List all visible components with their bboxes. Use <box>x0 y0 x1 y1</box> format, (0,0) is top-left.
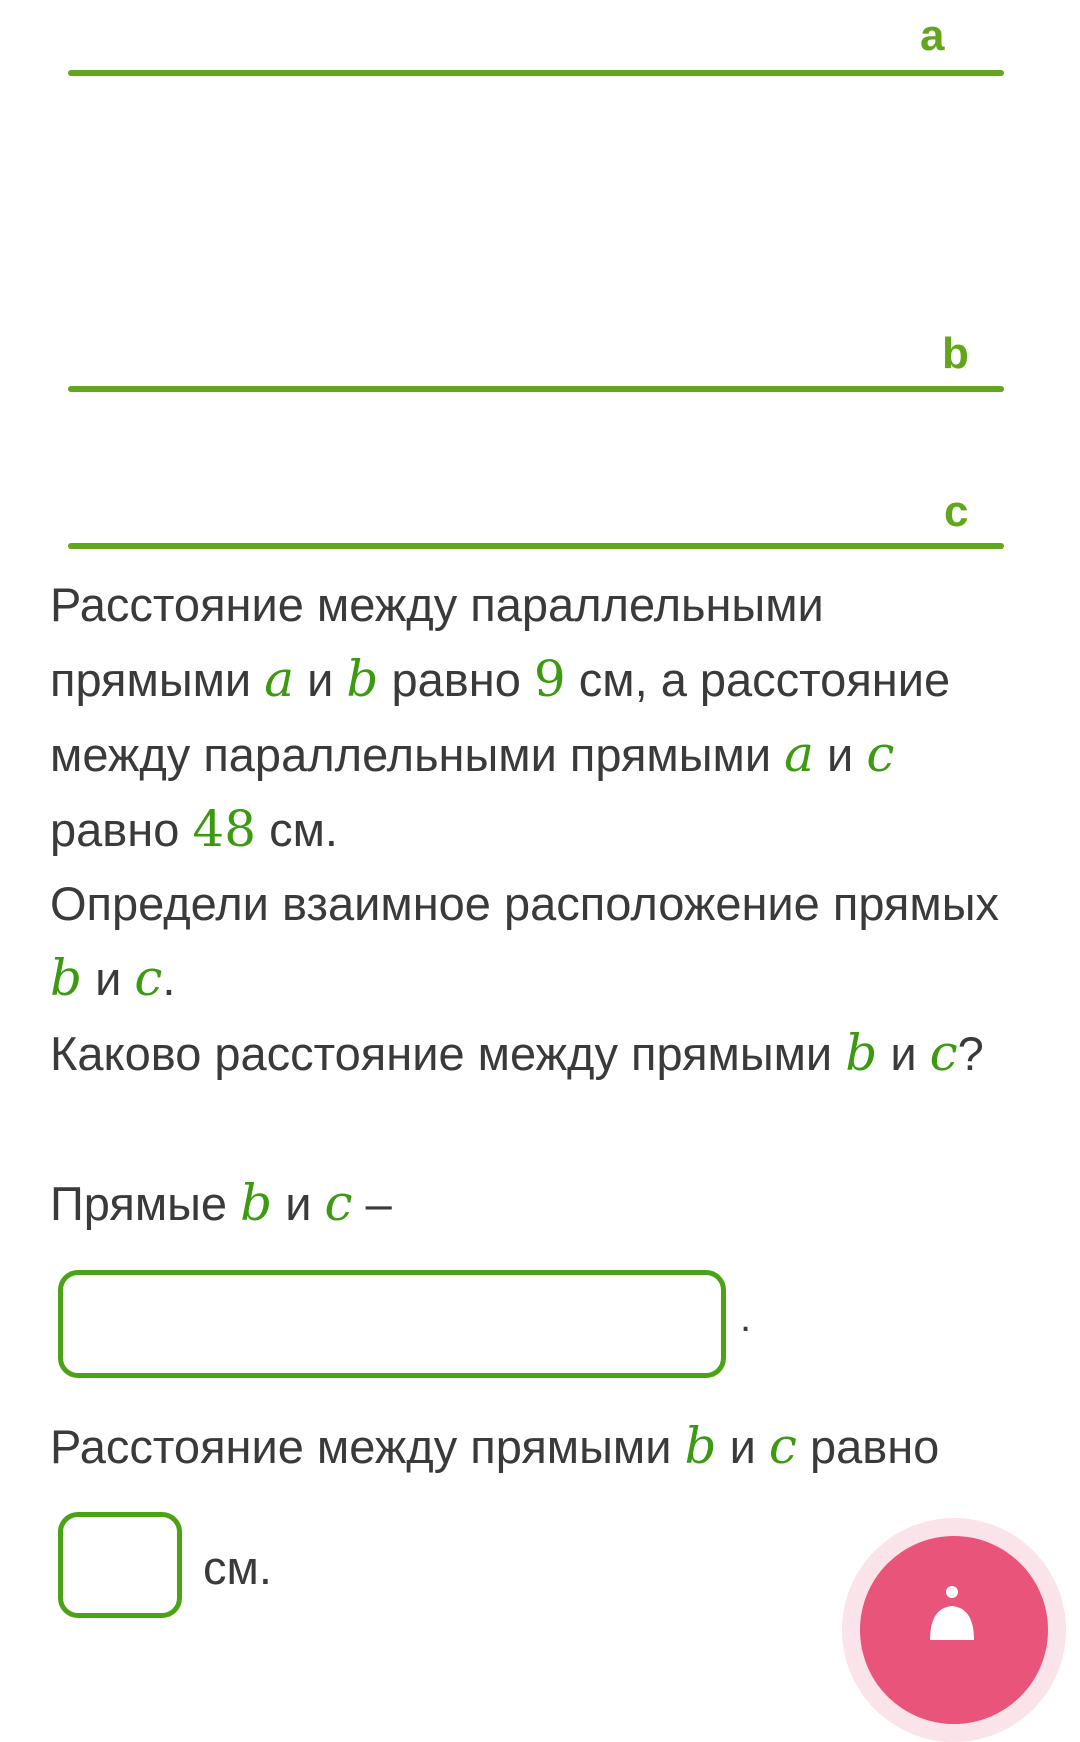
text: равно <box>378 653 534 706</box>
line-c-label: c <box>944 487 969 536</box>
text: равно <box>796 1420 940 1473</box>
text: Каково расстояние между прямыми <box>50 1027 846 1080</box>
text: равно <box>50 803 193 856</box>
answer-2-prompt <box>50 1409 939 1484</box>
text: и <box>82 952 135 1005</box>
text: Прямые <box>50 1177 241 1230</box>
task-sentence-3 <box>50 1016 1030 1091</box>
text: см, а расстояние между параллельными прямыми <box>50 653 951 781</box>
text: Расстояние между параллельными прямыми <box>50 578 824 706</box>
relative-position-input[interactable] <box>58 1270 726 1378</box>
var-c: c <box>324 1174 353 1232</box>
task-sentence-2 <box>50 867 1030 1016</box>
line-a-label: a <box>920 11 945 60</box>
var-b: b <box>50 949 83 1007</box>
text: см. <box>256 803 338 856</box>
var-a: a <box>784 725 814 783</box>
distance-unit: см. <box>203 1541 272 1594</box>
var-b: b <box>684 1417 717 1475</box>
answer-1-prompt <box>50 1166 392 1241</box>
text: и <box>813 728 867 781</box>
answer-1-period: . <box>740 1296 752 1340</box>
text: Определи взаимное расположение прямых <box>50 877 999 930</box>
line-b-label: b <box>942 329 969 378</box>
number-48: 48 <box>192 800 257 858</box>
line-a <box>68 70 1004 76</box>
var-b: b <box>845 1024 878 1082</box>
var-c: c <box>866 725 895 783</box>
var-c: c <box>768 1417 797 1475</box>
text: Расстояние между прямыми <box>50 1420 685 1473</box>
var-b: b <box>346 650 379 708</box>
var-a: a <box>264 650 295 708</box>
line-b <box>68 386 1004 392</box>
line-c <box>68 543 1004 549</box>
text: и <box>272 1177 325 1230</box>
var-c: c <box>929 1024 958 1082</box>
number-9: 9 <box>533 650 566 708</box>
task-statement <box>50 568 1030 1091</box>
var-b: b <box>240 1174 273 1232</box>
text: ? <box>957 1027 984 1080</box>
task-sentence-1 <box>50 568 1030 867</box>
text: и <box>294 653 347 706</box>
text: и <box>877 1027 930 1080</box>
text: . <box>162 952 176 1005</box>
var-c: c <box>134 949 163 1007</box>
distance-input[interactable] <box>58 1512 182 1618</box>
text: и <box>716 1420 769 1473</box>
parallel-lines-diagram <box>0 0 1080 560</box>
text: – <box>352 1177 392 1230</box>
helper-icon <box>922 1580 982 1640</box>
